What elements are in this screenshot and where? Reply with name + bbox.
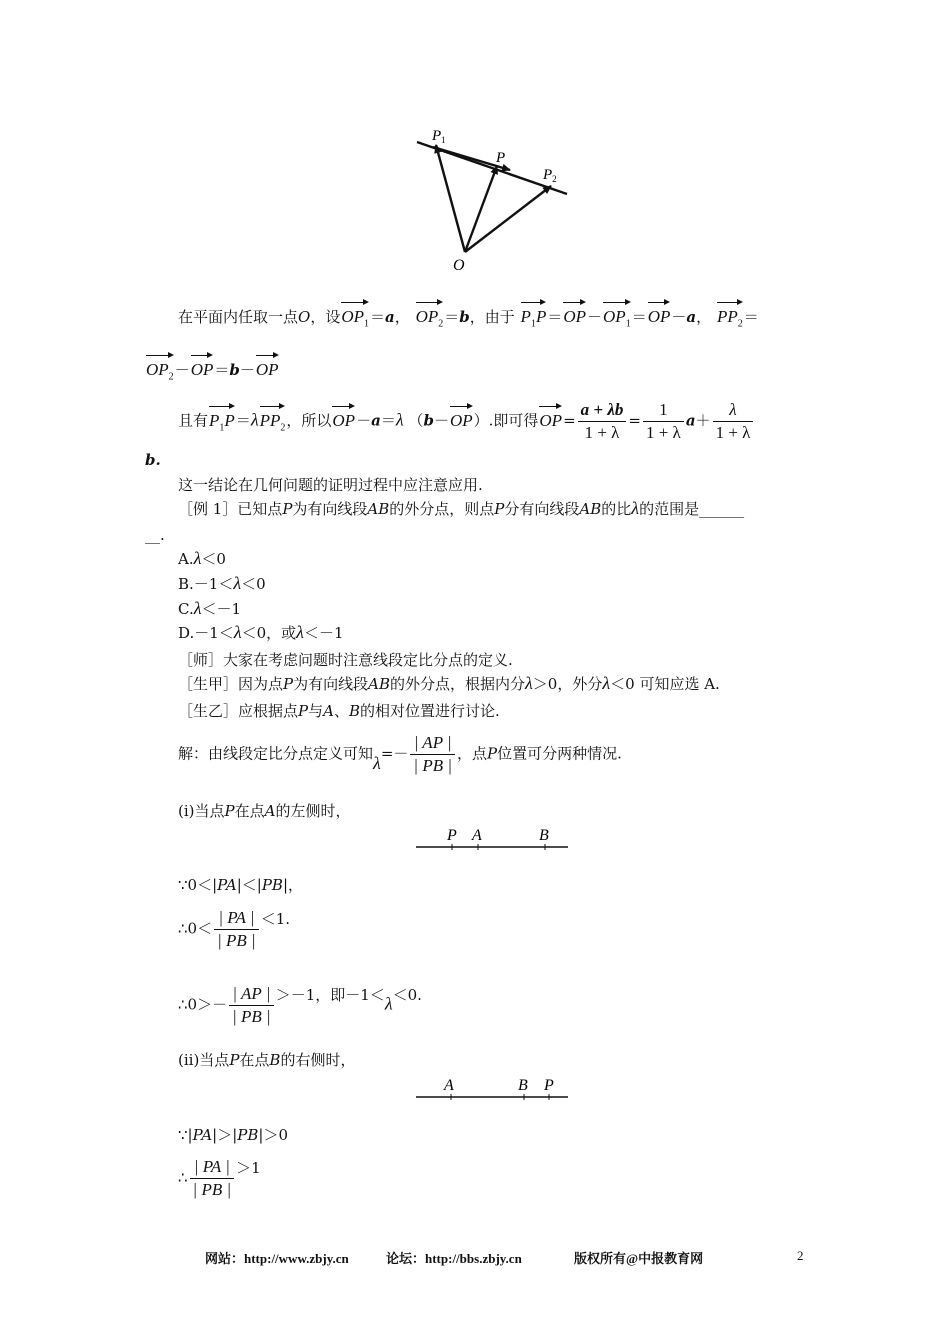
because-1: ∵0＜|PA|＜|PB|， — [178, 876, 304, 894]
therefore-3: ∴ $\frac{| PA |}{| PB |}$ ＞1 — [178, 1157, 261, 1199]
page-number: 2 — [797, 1248, 804, 1263]
case-1-number-line — [414, 822, 570, 852]
because-2: ∵|PA|＞|PB|＞0 — [178, 1126, 289, 1144]
para-1: 在平面内任取一点O，设$OP_1=a$， $OP_2=b$，由于 $P_1P=OP-OP_1=OP-a$， $PP_2=$ — [178, 301, 759, 329]
conclusion-line: 这一结论在几何问题的证明过程中应注意应用. — [178, 476, 483, 494]
option-c: C.λ＜－1 — [178, 598, 242, 618]
label-a: A — [472, 827, 482, 844]
label-b: B — [518, 1077, 528, 1094]
example-1: ［例 1］已知点P为有向线段AB的外分点，则点P分有向线段AB的比λ的范围是______ — [178, 498, 745, 518]
footer-copyright: 版权所有@中报教育网 — [574, 1251, 704, 1266]
label-p: P — [447, 827, 457, 844]
therefore-1: ∴0＜ $\frac{| PA |}{| PB |}$ ＜1. — [178, 908, 291, 950]
footer-site: 网站：http://www.zbjy.cn — [205, 1251, 349, 1266]
case-1-line: (ⅰ)当点P在点A的左侧时， — [178, 802, 351, 820]
para-2b: b. — [145, 451, 161, 469]
student-a-line: ［生甲］因为点P为有向线段AB的外分点，根据内分λ＞0，外分λ＜0 可知应选 A. — [178, 673, 720, 693]
vector-figure — [405, 122, 580, 277]
option-a: A.λ＜0 — [178, 548, 226, 568]
label-p: P — [496, 150, 506, 166]
vector-op1 — [436, 145, 465, 252]
label-p: P — [544, 1077, 554, 1094]
label-p1: $P_1$ — [432, 128, 446, 145]
option-b: B.－1＜λ＜0 — [178, 573, 266, 593]
label-b: B — [539, 827, 549, 844]
footer-forum: 论坛：http://bbs.zbjy.cn — [386, 1251, 522, 1266]
therefore-2: ∴0＞－ $\frac{| AP |}{| PB |}$ ＞－1，即－1＜λ＜0. — [178, 984, 422, 1026]
solution-line: 解：由线段定比分点定义可知λ=－ $\frac{| AP |}{| PB |}$ ，点P位置可分两种情况. — [178, 733, 622, 775]
para-2: 且有$P_1P=\lambda PP_2$，所以OP－a＝λ （b－OP）.即可得OP= $\frac{a + \lambda b}{1 + \lambda}$ = $\frac{1}{1 + \lambda}$ a＋ $\frac{\lambda}{1 + \lambda}$ — [178, 400, 755, 443]
student-b-line: ［生乙］应根据点P与A、B的相对位置进行讨论. — [178, 702, 500, 720]
example-1-cont: __. — [145, 526, 165, 544]
case-2-number-line — [414, 1072, 570, 1102]
label-o: O — [453, 257, 465, 274]
case-2-line: (ⅱ)当点P在点B的右侧时， — [178, 1051, 356, 1069]
option-d: D.－1＜λ＜0，或λ＜－1 — [178, 622, 344, 642]
teacher-line: ［师］大家在考虑问题时注意线段定比分点的定义. — [178, 651, 513, 669]
label-a: A — [444, 1077, 454, 1094]
label-p2: $P_2$ — [543, 167, 557, 184]
para-1b: $OP_2-OP=b-OP$ — [145, 354, 280, 382]
